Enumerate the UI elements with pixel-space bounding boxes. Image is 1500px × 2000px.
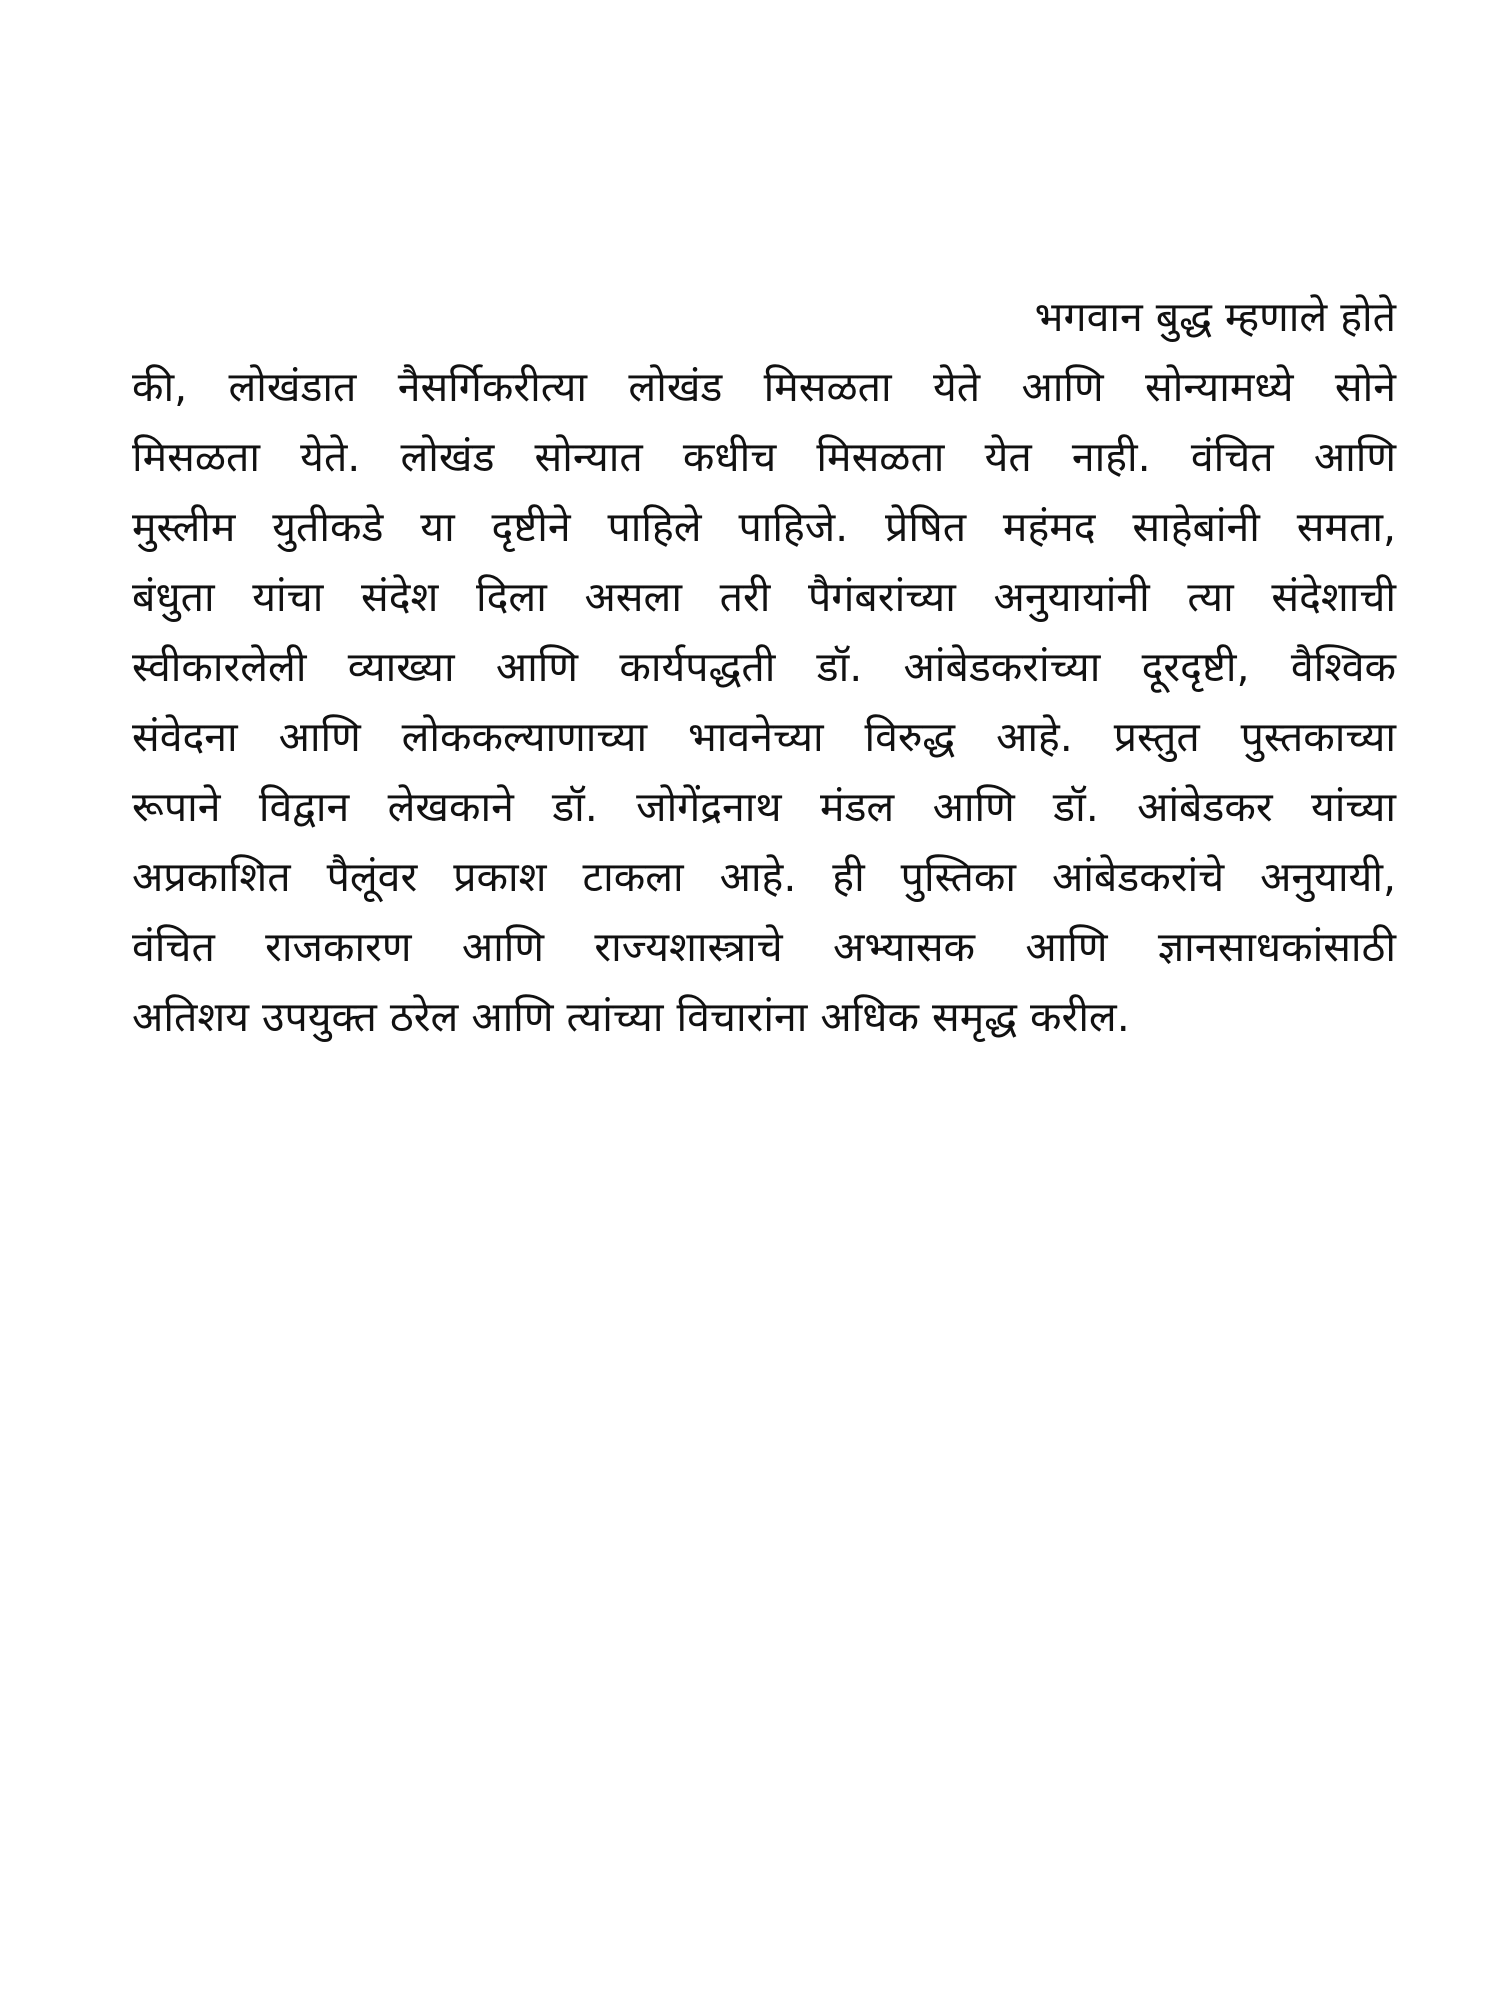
- paragraph-line-5: बंधुता यांचा संदेश दिला असला तरी पैगंबरांच्या अनुयायांनी त्या संदेशाची: [132, 573, 1396, 621]
- paragraph-line-6: स्वीकारलेली व्याख्या आणि कार्यपद्धती डॉ. आंबेडकरांच्या दूरदृष्टी, वैश्विक: [132, 643, 1396, 691]
- paragraph-line-8: रूपाने विद्वान लेखकाने डॉ. जोगेंद्रनाथ मंडल आणि डॉ. आंबेडकर यांच्या: [132, 783, 1396, 831]
- paragraph-line-7: संवेदना आणि लोककल्याणाच्या भावनेच्या विरुद्ध आहे. प्रस्तुत पुस्तकाच्या: [132, 713, 1396, 761]
- paragraph-line-3: मिसळता येते. लोखंड सोन्यात कधीच मिसळता येत नाही. वंचित आणि: [132, 433, 1396, 481]
- paragraph-line-2: की, लोखंडात नैसर्गिकरीत्या लोखंड मिसळता येते आणि सोन्यामध्ये सोने: [132, 363, 1396, 411]
- paragraph-line-9: अप्रकाशित पैलूंवर प्रकाश टाकला आहे. ही पुस्तिका आंबेडकरांचे अनुयायी,: [132, 853, 1396, 901]
- body-paragraph: [132, 282, 1396, 1052]
- paragraph-line-4: मुस्लीम युतीकडे या दृष्टीने पाहिले पाहिजे. प्रेषित महंमद साहेबांनी समता,: [132, 503, 1396, 551]
- paragraph-line-1: भगवान बुद्ध म्हणाले होते: [1034, 293, 1396, 341]
- paragraph-line-11: अतिशय उपयुक्त ठरेल आणि त्यांच्या विचारांना अधिक समृद्ध करील.: [132, 993, 1130, 1041]
- paragraph-line-10: वंचित राजकारण आणि राज्यशास्त्राचे अभ्यासक आणि ज्ञानसाधकांसाठी: [132, 923, 1396, 971]
